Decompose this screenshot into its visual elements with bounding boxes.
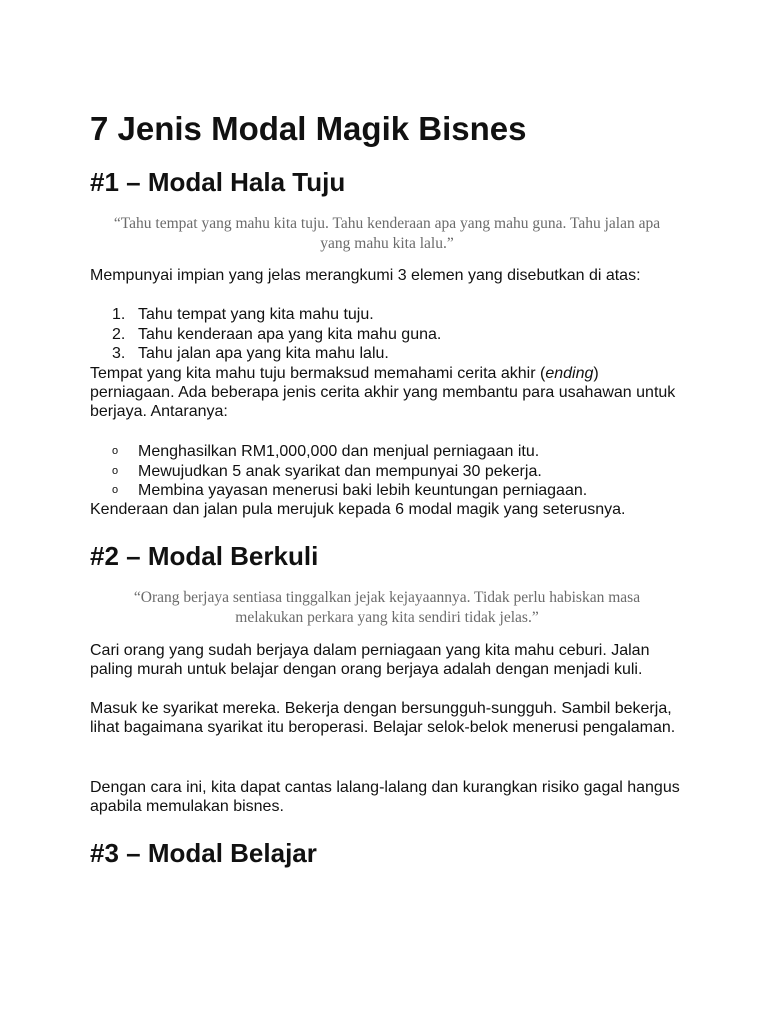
para-text: ) perniagaan. Ada beberapa jenis cerita akhir yang membantu para usahawan untuk berjaya. Antaranya:: [90, 365, 676, 420]
bullet-item: [112, 462, 542, 481]
para-text: Tempat yang kita mahu tuju bermaksud memahami cerita akhir (: [90, 365, 546, 382]
section-1-quote: [92, 214, 682, 254]
list-number: 2.: [112, 326, 126, 343]
quote-line: “Orang berjaya sentiasa tinggalkan jejak kejayaannya. Tidak perlu habiskan masa: [133, 589, 641, 606]
list-text: Tahu tempat yang kita mahu tuju.: [138, 306, 374, 323]
page-title: 7 Jenis Modal Magik Bisnes: [90, 110, 527, 147]
section-2-paragraph-2: Masuk ke syarikat mereka. Bekerja dengan bersungguh-sungguh. Sambil bekerja, lihat bagaimana syarikat itu beroperasi. Belajar selok-belok menerusi pengalaman.: [90, 700, 676, 736]
section-1-closing: Kenderaan dan jalan pula merujuk kepada 6 modal magik yang seterusnya.: [90, 501, 626, 518]
list-text: Tahu kenderaan apa yang kita mahu guna.: [138, 326, 442, 343]
section-2-heading: #2 – Modal Berkuli: [90, 541, 319, 571]
bullet-item: [112, 481, 587, 500]
bullet-text: Membina yayasan menerusi baki lebih keuntungan perniagaan.: [138, 482, 588, 499]
bullet-icon: o: [112, 465, 119, 478]
bullet-icon: o: [112, 484, 119, 497]
section-3-heading: #3 – Modal Belajar: [90, 838, 317, 868]
quote-line: yang mahu kita lalu.”: [320, 235, 454, 252]
bullet-icon: o: [112, 445, 119, 458]
section-2-paragraph-1: Cari orang yang sudah berjaya dalam perniagaan yang kita mahu ceburi. Jalan paling murah untuk belajar dengan orang berjaya adalah dengan menjadi kuli.: [90, 642, 650, 678]
bullet-item: [112, 442, 539, 461]
list-text: Tahu jalan apa yang kita mahu lalu.: [138, 345, 389, 362]
list-item: [112, 325, 441, 344]
bullet-text: Mewujudkan 5 anak syarikat dan mempunyai 30 pekerja.: [138, 463, 542, 480]
emphasis-text: ending: [545, 365, 594, 382]
section-1-paragraph: [90, 364, 680, 421]
list-number: 3.: [112, 345, 126, 362]
list-item: [112, 305, 374, 324]
section-2-quote: [92, 588, 682, 628]
list-number: 1.: [112, 306, 126, 323]
section-1-heading: #1 – Modal Hala Tuju: [90, 167, 346, 197]
list-item: [112, 344, 389, 363]
section-1-intro: Mempunyai impian yang jelas merangkumi 3 elemen yang disebutkan di atas:: [90, 267, 641, 284]
quote-line: melakukan perkara yang kita sendiri tidak jelas.”: [235, 609, 539, 626]
section-2-paragraph-3: Dengan cara ini, kita dapat cantas lalang-lalang dan kurangkan risiko gagal hangus apabila memulakan bisnes.: [90, 779, 680, 815]
quote-line: “Tahu tempat yang mahu kita tuju. Tahu kenderaan apa yang mahu guna. Tahu jalan apa: [113, 215, 661, 232]
bullet-text: Menghasilkan RM1,000,000 dan menjual perniagaan itu.: [138, 443, 540, 460]
